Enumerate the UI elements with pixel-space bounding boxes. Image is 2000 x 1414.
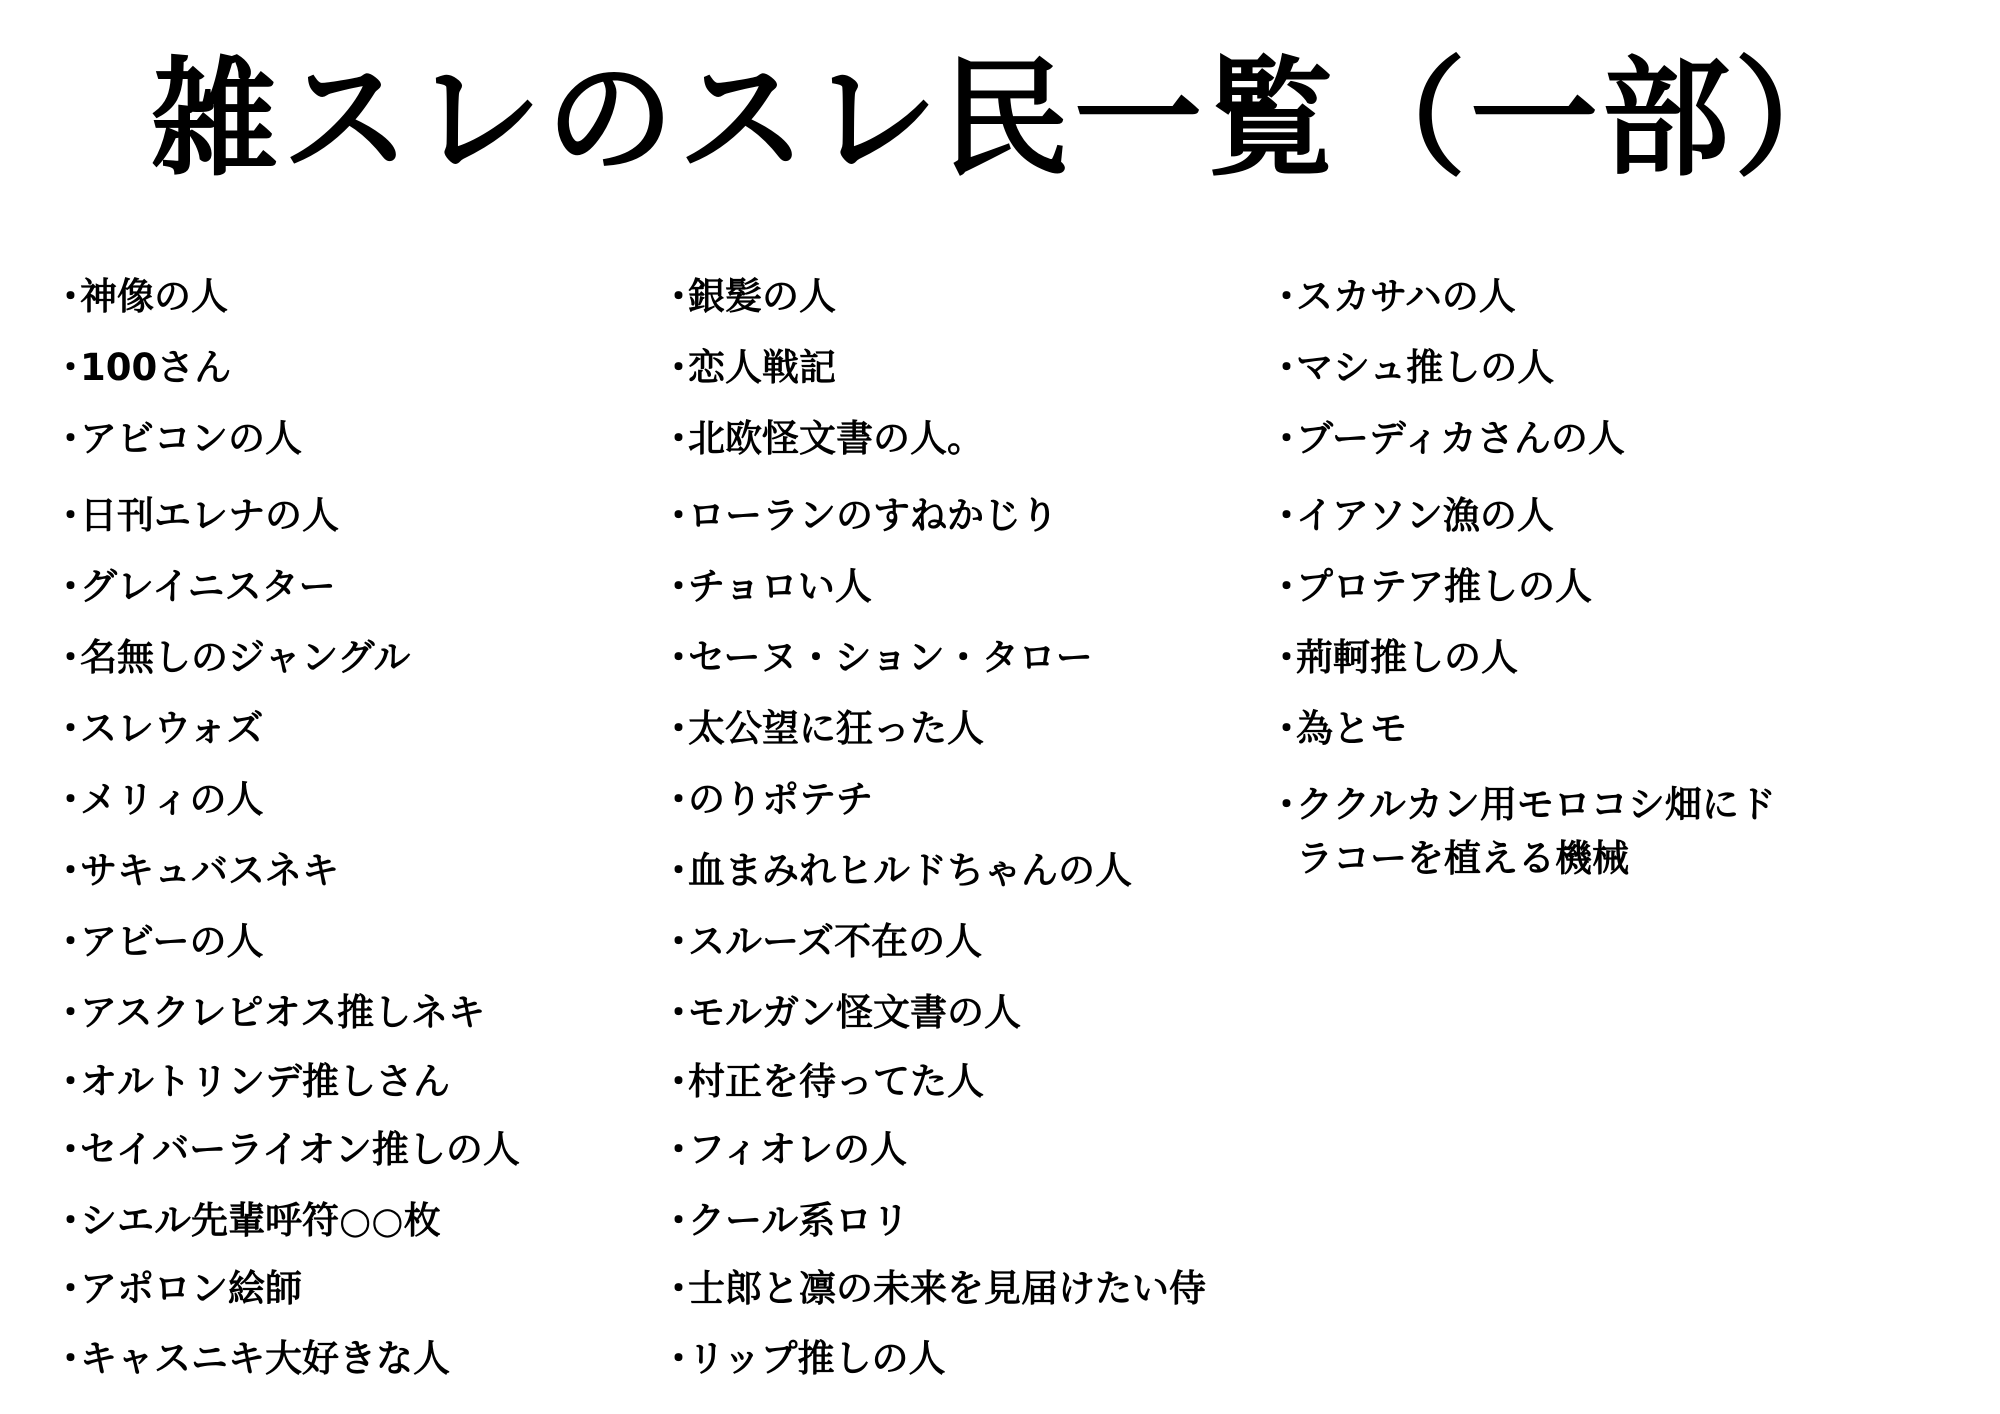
list-bullet: ・ — [52, 1337, 89, 1380]
member-list-item — [660, 915, 1300, 969]
member-list-item — [660, 412, 1305, 466]
member-name: 村正を待ってた人 — [688, 1060, 984, 1103]
member-list-item — [660, 341, 1305, 395]
member-name: 神像の人 — [80, 275, 228, 318]
list-bullet: ・ — [52, 417, 89, 460]
list-bullet: ・ — [52, 778, 89, 821]
member-name: リップ推しの人 — [688, 1337, 946, 1380]
list-bullet: ・ — [660, 778, 697, 821]
member-name: 100さん — [80, 346, 232, 389]
member-name: アビコンの人 — [80, 417, 302, 460]
list-bullet: ・ — [660, 494, 697, 537]
member-name: シエル先輩呼符○○枚 — [80, 1199, 441, 1242]
member-list-item — [1268, 778, 1788, 886]
list-bullet: ・ — [660, 849, 697, 892]
member-list-item — [52, 844, 697, 898]
member-list-item — [52, 412, 697, 466]
member-name: グレイニスター — [80, 565, 336, 608]
member-name: プロテア推しの人 — [1296, 565, 1592, 608]
member-name: アポロン絵師 — [80, 1267, 302, 1310]
member-list-item — [52, 1262, 697, 1316]
member-list-item — [660, 844, 1300, 898]
list-bullet: ・ — [52, 636, 89, 679]
list-bullet: ・ — [660, 417, 697, 460]
list-bullet: ・ — [1268, 707, 1305, 750]
list-bullet: ・ — [52, 849, 89, 892]
member-name: スルーズ不在の人 — [688, 920, 983, 963]
member-list-item — [52, 341, 697, 395]
member-name: 荊軻推しの人 — [1296, 636, 1518, 679]
member-list-item — [660, 270, 1305, 324]
list-bullet: ・ — [660, 636, 697, 679]
member-list-item — [660, 986, 1300, 1040]
list-bullet: ・ — [660, 275, 697, 318]
member-list-item — [660, 773, 1300, 827]
member-name: のりポテチ — [688, 778, 873, 821]
member-name: 銀髪の人 — [688, 275, 836, 318]
member-list-item — [52, 270, 697, 324]
list-bullet: ・ — [52, 1128, 89, 1171]
list-bullet: ・ — [1268, 346, 1305, 389]
member-list-item — [1268, 702, 1908, 756]
member-list-item — [1268, 412, 1908, 466]
member-list-item — [52, 773, 697, 827]
list-bullet: ・ — [52, 494, 89, 537]
member-name: 血まみれヒルドちゃんの人 — [688, 849, 1132, 892]
list-bullet: ・ — [660, 920, 697, 963]
member-name: アスクレピオス推しネキ — [80, 991, 486, 1034]
list-bullet: ・ — [660, 1128, 697, 1171]
list-bullet: ・ — [660, 1337, 697, 1380]
list-bullet: ・ — [52, 1060, 89, 1103]
member-name: チョロい人 — [688, 565, 872, 608]
list-bullet: ・ — [52, 346, 89, 389]
member-name: 北欧怪文書の人。 — [688, 417, 984, 460]
list-bullet: ・ — [1268, 636, 1305, 679]
member-list-item — [1268, 560, 1908, 614]
list-bullet: ・ — [660, 1267, 697, 1310]
member-name: 日刊エレナの人 — [80, 494, 339, 537]
member-list-item — [52, 915, 697, 969]
member-name: フィオレの人 — [688, 1128, 908, 1171]
member-name: 士郎と凛の未来を見届けたい侍 — [688, 1267, 1206, 1310]
list-bullet: ・ — [1268, 494, 1305, 537]
member-name: 名無しのジャングル — [80, 636, 411, 679]
member-name: サキュバスネキ — [80, 849, 339, 892]
member-list-item — [52, 1194, 697, 1248]
member-list-item — [1268, 489, 1908, 543]
member-list-item — [660, 1055, 1300, 1109]
member-list-item — [660, 560, 1305, 614]
member-name: スカサハの人 — [1296, 275, 1516, 318]
member-list-item — [660, 489, 1305, 543]
list-bullet: ・ — [1268, 275, 1305, 318]
list-bullet: ・ — [52, 565, 89, 608]
member-name: オルトリンデ推しさん — [80, 1060, 450, 1103]
list-bullet: ・ — [52, 920, 89, 963]
list-bullet: ・ — [52, 991, 89, 1034]
member-name: ククルカン用モロコシ畑にドラコーを植える機械 — [1296, 783, 1776, 880]
member-name: セイバーライオン推しの人 — [80, 1128, 520, 1171]
list-bullet: ・ — [660, 707, 697, 750]
member-list-item — [660, 702, 1305, 756]
member-name: アビーの人 — [80, 920, 264, 963]
member-list-item — [52, 1055, 697, 1109]
member-list-item — [660, 631, 1305, 685]
member-name: スレウォズ — [80, 707, 264, 750]
member-list-item — [52, 631, 697, 685]
member-list-item — [52, 1332, 697, 1386]
member-name: メリィの人 — [80, 778, 264, 821]
member-list-item — [1268, 631, 1908, 685]
list-bullet: ・ — [1268, 565, 1305, 608]
member-name: ローランのすねかじり — [688, 494, 1058, 537]
member-name: キャスニキ大好きな人 — [80, 1337, 450, 1380]
member-name: ブーディカさんの人 — [1296, 417, 1625, 460]
list-bullet: ・ — [52, 1199, 89, 1242]
list-bullet: ・ — [660, 1199, 697, 1242]
member-list-item — [52, 560, 697, 614]
member-name: 太公望に狂った人 — [688, 707, 984, 750]
member-name: イアソン漁の人 — [1296, 494, 1554, 537]
list-bullet: ・ — [660, 991, 697, 1034]
list-bullet: ・ — [660, 346, 697, 389]
list-bullet: ・ — [52, 1267, 89, 1310]
member-name: クール系ロリ — [688, 1199, 910, 1242]
list-bullet: ・ — [52, 275, 89, 318]
list-bullet: ・ — [660, 1060, 697, 1103]
member-name: マシュ推しの人 — [1296, 346, 1555, 389]
member-list-item — [52, 1123, 697, 1177]
list-bullet: ・ — [52, 707, 89, 750]
member-list-item — [660, 1262, 1300, 1316]
list-bullet: ・ — [1268, 783, 1305, 826]
member-list-item — [660, 1332, 1300, 1386]
list-bullet: ・ — [660, 565, 697, 608]
member-list-item — [52, 986, 697, 1040]
member-list-item — [1268, 341, 1908, 395]
member-list-item — [52, 702, 697, 756]
member-list-item — [1268, 270, 1908, 324]
member-name: モルガン怪文書の人 — [688, 991, 1021, 1034]
member-name: 為とモ — [1296, 707, 1407, 750]
list-bullet: ・ — [1268, 417, 1305, 460]
member-list-item — [52, 489, 697, 543]
page-title: 雑スレのスレ民一覧（一部） — [150, 45, 1867, 194]
member-name: セーヌ・ション・タロー — [688, 636, 1093, 679]
member-list-item — [660, 1123, 1300, 1177]
member-list-item — [660, 1194, 1300, 1248]
member-name: 恋人戦記 — [688, 346, 836, 389]
